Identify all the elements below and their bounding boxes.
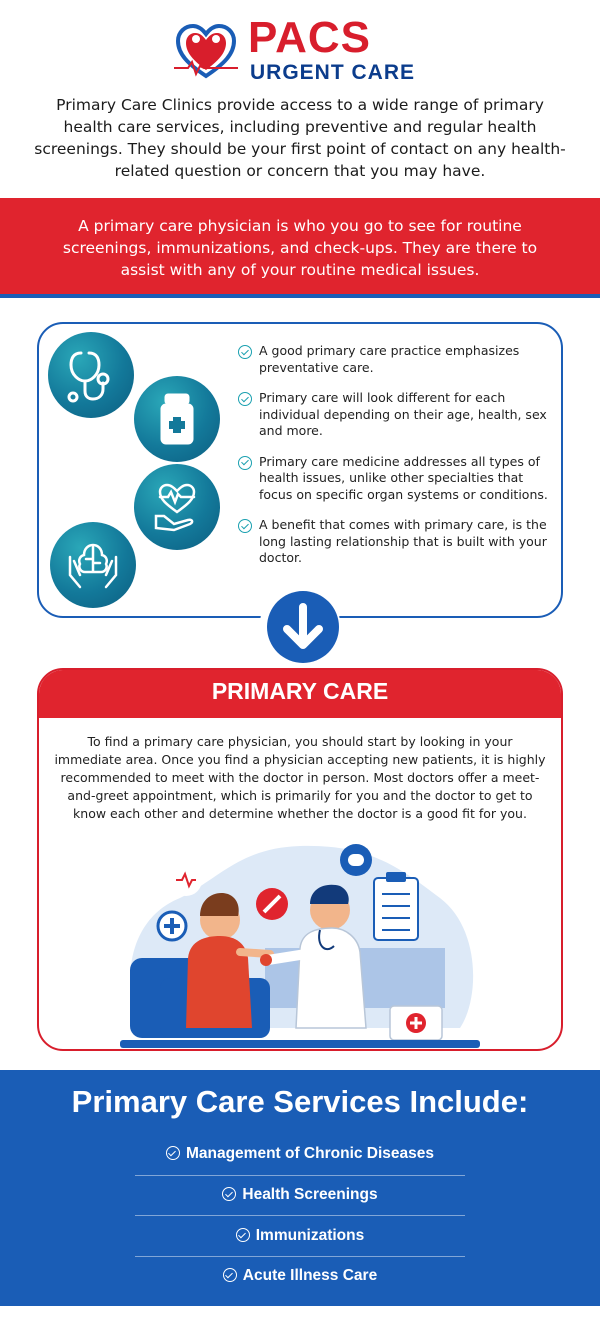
medicine-bottle-icon: [134, 376, 220, 462]
banner-text: A primary care physician is who you go to see for routine screenings, immunizations, and check-ups. They are there to assist with any of your routine medical issues.: [62, 217, 538, 279]
service-label: Health Screenings: [242, 1186, 378, 1203]
service-item: [130, 1266, 470, 1306]
service-label: Management of Chronic Diseases: [185, 1145, 435, 1162]
primary-care-text: To find a primary care physician, you should start by looking in your immediate area. Once you find a physician accepting new patients, it is highly recommended to meet with the doctor in person. Most doctors offer a meet-and-greet appointment, which is primarily for you and the doctor to get to know each other and determine whether the doctor is a good fit for you.: [54, 734, 546, 821]
bullet-text: Primary care medicine addresses all types of health issues, unlike other specialties that focus on specific organ systems or conditions.: [259, 453, 548, 502]
divider: [135, 1215, 465, 1216]
bullet-text: A benefit that comes with primary care, is the long lasting relationship that is built with your doctor.: [259, 517, 547, 565]
list-item: [238, 454, 558, 504]
list-item: [238, 517, 558, 567]
footer-strip: [0, 1306, 600, 1319]
check-circle-icon: [222, 1187, 236, 1201]
check-circle-icon: [238, 456, 252, 470]
service-label: Acute Illness Care: [242, 1267, 378, 1284]
list-item: [238, 343, 558, 376]
arrow-down-icon: [267, 591, 339, 663]
info-bullet-list: [238, 343, 558, 581]
doctor-patient-illustration: [120, 828, 480, 1050]
stethoscope-icon: [48, 332, 134, 418]
heart-in-hand-icon: [134, 464, 220, 550]
down-arrow-badge: [260, 584, 340, 664]
banner-border: [0, 294, 600, 298]
service-item: [130, 1226, 470, 1266]
heart-people-logo-icon: [174, 20, 238, 82]
brand-name: PACS: [248, 13, 371, 62]
check-circle-icon: [238, 392, 252, 406]
intro-paragraph: Primary Care Clinics provide access to a wide range of primary health care services, including preventive and regular health screenings. They should be your first point of contact on any health-related question or concern that you may have.: [34, 96, 566, 180]
divider: [135, 1256, 465, 1257]
check-circle-icon: [166, 1146, 180, 1160]
service-item: [130, 1144, 470, 1184]
brain-in-hands-icon: [50, 522, 136, 608]
check-circle-icon: [223, 1268, 237, 1282]
list-item: [238, 390, 558, 440]
check-circle-icon: [238, 345, 252, 359]
services-title: Primary Care Services Include:: [71, 1084, 529, 1119]
check-circle-icon: [236, 1228, 250, 1242]
bullet-text: A good primary care practice emphasizes preventative care.: [259, 343, 520, 375]
service-label: Immunizations: [255, 1227, 365, 1244]
check-circle-icon: [238, 519, 252, 533]
divider: [135, 1175, 465, 1176]
primary-care-title: PRIMARY CARE: [211, 678, 389, 704]
brand-subtitle: URGENT CARE: [250, 61, 416, 84]
bullet-text: Primary care will look different for each individual depending on their age, health, sex and more.: [259, 390, 547, 438]
brand-logo: [0, 14, 600, 86]
service-item: [130, 1185, 470, 1225]
